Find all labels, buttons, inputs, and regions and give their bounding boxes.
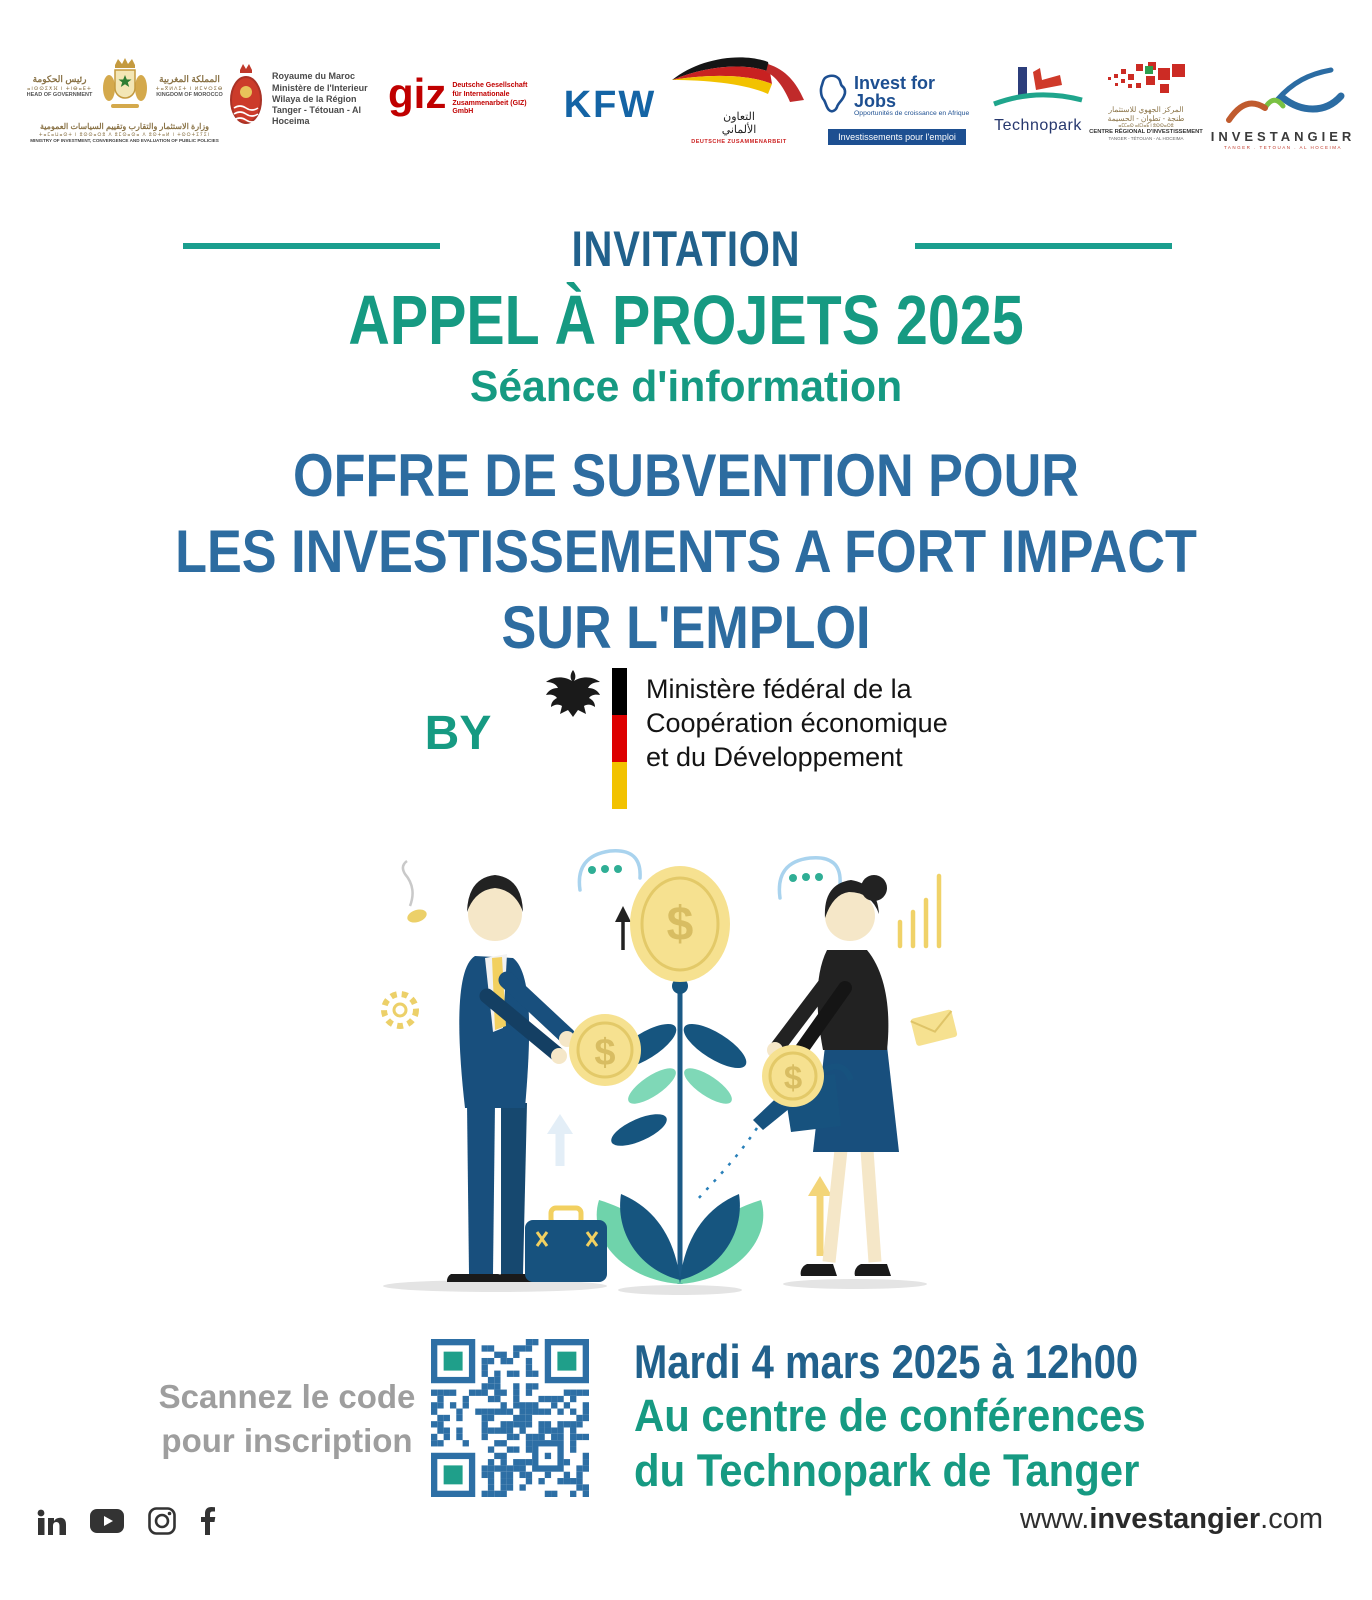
german-eagle-icon: [542, 664, 604, 731]
up-arrow-icon: [615, 906, 631, 950]
cri-tif: ⴰⵎⵎⴰⵙ ⴰⵏⵎⵏⴰⴹ ⵏ ⵓⵙⵙⴰⵔⵓ: [1118, 123, 1174, 128]
interior-line3: Wilaya de la Région: [272, 93, 357, 104]
website-prefix: www.: [1020, 1503, 1090, 1535]
speech-bubble-icon: [579, 851, 640, 890]
logo-kfw: [560, 84, 660, 127]
logo-cri: [1086, 58, 1206, 141]
logo-investangier: [1208, 62, 1358, 151]
gear-icon: [384, 994, 416, 1026]
by-label: BY: [424, 707, 492, 760]
giz-line1: Deutsche Gesellschaft: [452, 82, 528, 89]
qr-code: [431, 1339, 589, 1497]
giz-line2: für Internationale: [452, 90, 510, 98]
scan-line2: pour inscription: [161, 1422, 413, 1459]
main-title: [89, 438, 1283, 666]
gcoop-ar1: التعاون: [723, 111, 755, 123]
kfw-wordmark: KFW: [563, 84, 657, 126]
gcoop-ar2: الألماني: [721, 124, 757, 136]
giz-line3: Zusammenarbeit (GIZ) GmbH: [452, 99, 527, 116]
africa-map-icon: [812, 72, 848, 121]
instagram-icon[interactable]: [148, 1507, 176, 1540]
gov-ministry-en: MINISTRY OF INVESTMENT, CONVERGENCE AND EVALUATION OF PUBLIC POLICIES: [30, 137, 219, 143]
interior-line1: Royaume du Maroc: [272, 71, 356, 82]
german-flag-ribbon-icon: [664, 50, 814, 111]
gcoop-caption: DEUTSCHE ZUSAMMENARBEIT: [691, 139, 787, 145]
linkedin-icon[interactable]: [36, 1506, 66, 1541]
investangier-subtitle: TANGER . TETOUAN . AL HOCEIMA: [1223, 145, 1343, 151]
main-title-line3: SUR L'EMPLOI: [501, 594, 871, 661]
website-link[interactable]: [1020, 1503, 1323, 1536]
svg-text:$: $: [783, 1059, 803, 1096]
invitation-kicker: INVITATION: [571, 221, 801, 277]
bar-chart-icon: [900, 876, 939, 946]
bmz-line1: Ministère fédéral de la: [646, 674, 912, 704]
gov-head-ar: رئيس الحكومة: [32, 74, 87, 85]
facebook-icon[interactable]: [200, 1507, 216, 1540]
website-suffix: .com: [1260, 1503, 1323, 1535]
investangier-wordmark: INVESTANGIER: [1210, 129, 1356, 144]
logo-government: [22, 56, 227, 143]
scan-instruction: [147, 1375, 427, 1463]
social-icons: [36, 1508, 216, 1538]
gov-kingdom-en: KINGDOM OF MOROCCO: [156, 91, 223, 98]
investangier-swoosh-icon: [1213, 62, 1353, 129]
cri-title: CENTRE RÉGIONAL D'INVESTISSEMENT: [1089, 128, 1203, 135]
event-location-line2: du Technopark de Tanger: [634, 1445, 1140, 1496]
ifj-title: Invest for Jobs: [854, 73, 936, 112]
gov-kingdom-tif: ⵜⴰⴳⵍⴷⵉⵜ ⵏ ⵍⵎⵖⵔⵉⴱ: [155, 85, 224, 92]
gov-ministry-tif: ⵜⴰⵎⴰⵡⴰⵙⵜ ⵏ ⵓⵙⵙⴰⵔⵓ ⴷ ⵓⵎⵙⴰⵙⴰ ⴷ ⵓⵙⵜⴰⵍ ⵏ ⵜⵙⵔⵜⵉⵢⵉⵏ: [39, 132, 210, 137]
gov-head-en: HEAD OF GOVERNMENT: [26, 91, 93, 98]
scan-line1: Scannez le code: [158, 1378, 416, 1415]
cri-ar1: المركز الجهوي للاستثمار: [1108, 105, 1184, 114]
flipping-coin-icon: [403, 861, 428, 925]
german-flag-stripe-icon: [612, 668, 627, 809]
logo-technopark: [986, 64, 1090, 135]
bmz-ministry-name: [646, 672, 948, 774]
interior-emblem-icon: [228, 62, 264, 137]
cri-pixel-arrow-icon: [1106, 58, 1186, 105]
logo-invest-for-jobs: [812, 72, 982, 145]
bmz-line2: Coopération économique: [646, 708, 948, 738]
logo-interior: [228, 62, 388, 137]
logo-giz: [388, 70, 538, 117]
website-name: investangier: [1089, 1503, 1261, 1535]
svg-text:$: $: [594, 1032, 616, 1074]
page-subtitle: Séance d'information: [469, 362, 903, 411]
briefcase-icon: [525, 1208, 607, 1282]
gov-kingdom-ar: المملكة المغربية: [159, 74, 220, 85]
main-title-line2: LES INVESTISSEMENTS A FORT IMPACT: [175, 518, 1197, 585]
up-arrow-faint-icon: [547, 1114, 573, 1166]
technopark-wordmark: Technopark: [994, 117, 1082, 134]
morocco-coat-of-arms-icon: [101, 56, 149, 117]
youtube-icon[interactable]: [90, 1508, 124, 1539]
technopark-icon: [988, 64, 1088, 115]
envelope-icon: [910, 1009, 958, 1046]
bmz-line3: et du Développement: [646, 742, 903, 772]
svg-text:$: $: [666, 898, 694, 951]
watering-can-icon: [697, 1045, 851, 1200]
money-plant-illustration: [355, 818, 1015, 1300]
logo-german-cooperation: [664, 50, 814, 146]
page-title: APPEL À PROJETS 2025: [348, 281, 1024, 359]
cri-subtitle: TANGER - TÉTOUAN - AL HOCEIMA: [1108, 135, 1184, 141]
ifj-banner: Investissements pour l'emploi: [828, 129, 966, 145]
main-title-line1: OFFRE DE SUBVENTION POUR: [293, 442, 1079, 509]
interior-line4: Tanger - Tétouan - Al Hoceima: [272, 105, 361, 127]
gov-ministry-ar: وزارة الاستثمار والتقارب وتقييم السياسات العمومية: [39, 122, 210, 131]
event-datetime: Mardi 4 mars 2025 à 12h00: [634, 1335, 1139, 1388]
gov-head-tif: ⴰⵏⵙⵙⵉⵅⴼ ⵏ ⵜⵏⴱⴰⴹⵜ: [27, 85, 92, 92]
event-location-line1: Au centre de conférences: [634, 1390, 1146, 1441]
ifj-subtitle: Opportunités de croissance en Afrique: [854, 110, 970, 118]
interior-line2: Ministère de l'Interieur: [272, 82, 368, 93]
giz-wordmark: giz: [388, 70, 447, 117]
cri-ar2: طنجة - تطوان - الحسيمة: [1107, 114, 1185, 123]
